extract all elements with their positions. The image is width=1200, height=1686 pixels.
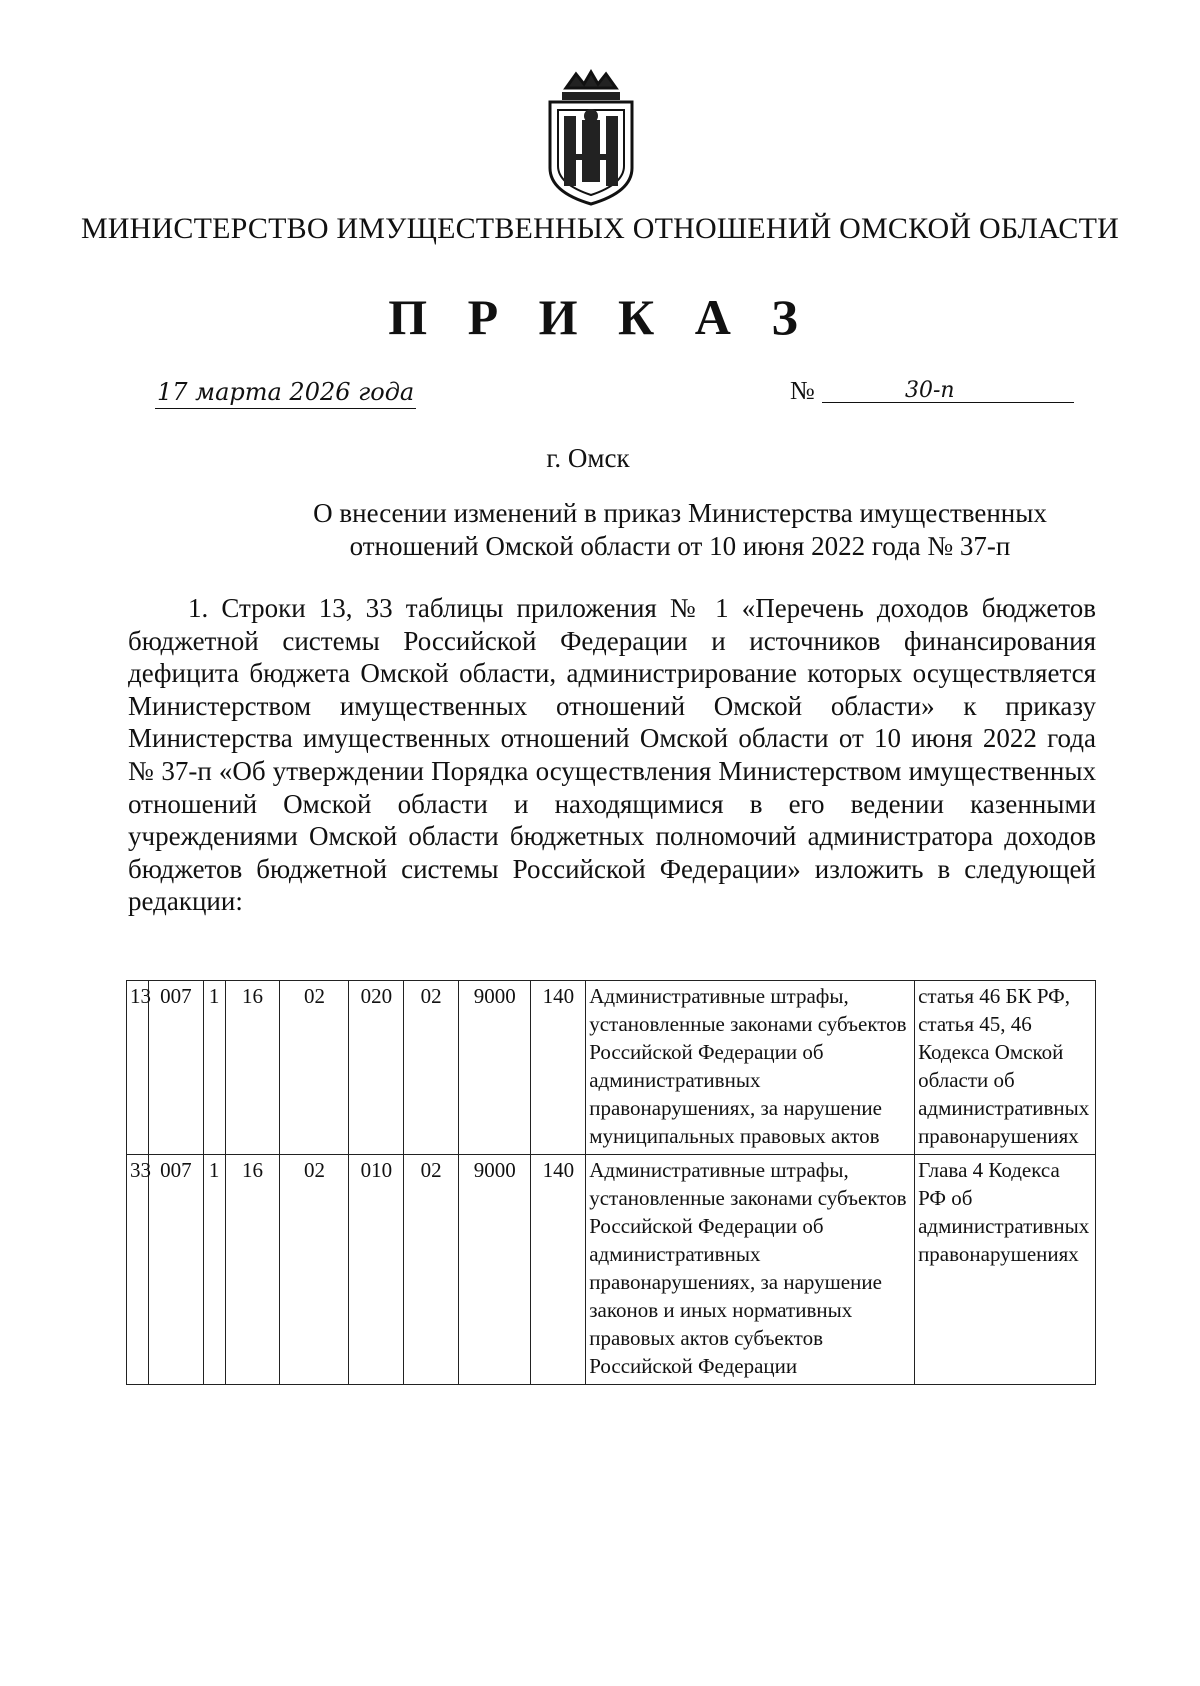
- cell-row-number: 33: [127, 1155, 149, 1385]
- handwritten-date: 17 марта 2026 года: [155, 378, 416, 409]
- cell-code: 9000: [459, 1155, 531, 1385]
- amendment-table: [126, 980, 1096, 1385]
- cell-income-name: Административные штрафы, установленные законами субъектов Российской Федерации об административных правонарушениях, за нарушение муниципальных правовых актов: [586, 981, 915, 1155]
- cell-code: 16: [225, 1155, 280, 1385]
- cell-code: 140: [531, 981, 586, 1155]
- cell-code: 9000: [459, 981, 531, 1155]
- cell-code: 1: [203, 1155, 225, 1385]
- table-row: [127, 1155, 1096, 1385]
- subject-line-1: О внесении изменений в приказ Министерства имущественных: [313, 498, 1047, 528]
- cell-legal-basis: Глава 4 Кодекса РФ об административных правонарушениях: [915, 1155, 1096, 1385]
- cell-code: 140: [531, 1155, 586, 1385]
- coat-of-arms-emblem-icon: [536, 68, 646, 208]
- cell-code: 1: [203, 981, 225, 1155]
- ministry-title: МИНИСТЕРСТВО ИМУЩЕСТВЕННЫХ ОТНОШЕНИЙ ОМСКОЙ ОБЛАСТИ: [80, 212, 1120, 245]
- cell-code: 02: [404, 981, 459, 1155]
- cell-code: 02: [280, 1155, 349, 1385]
- cell-admin-code: 007: [148, 1155, 203, 1385]
- order-subject: [230, 497, 1130, 563]
- cell-code: 16: [225, 981, 280, 1155]
- document-type-title: П Р И К А З: [388, 289, 812, 345]
- cell-code: 020: [349, 981, 404, 1155]
- cell-legal-basis: статья 46 БК РФ, статья 45, 46 Кодекса Омской области об административных правонарушениях: [915, 981, 1096, 1155]
- handwritten-number: 30-п: [905, 378, 955, 403]
- subject-line-2: отношений Омской области от 10 июня 2022 года № 37-п: [349, 531, 1011, 561]
- cell-code: 010: [349, 1155, 404, 1385]
- number-label: №: [790, 376, 815, 405]
- cell-code: 02: [404, 1155, 459, 1385]
- cell-income-name: Административные штрафы, установленные законами субъектов Российской Федерации об административных правонарушениях, за нарушение законов и иных нормативных правовых актов субъектов Российской Федерации: [586, 1155, 915, 1385]
- cell-row-number: 13: [127, 981, 149, 1155]
- cell-code: 02: [280, 981, 349, 1155]
- body-paragraph-1: 1. Строки 13, 33 таблицы приложения № 1 «Перечень доходов бюджетов бюджетной системы Российской Федерации и источников финансирования дефицита бюджета Омской области, администрирование которых осуществляется Министерством имущественных отношений Омской области» к приказу Министерства имущественных отношений Омской области от 10 июня 2022 года № 37-п «Об утверждении Порядка осуществления Министерством имущественных отношений Омской области и находящимися в его ведении казенными учреждениями Омской области бюджетных полномочий администратора доходов бюджетов бюджетной системы Российской Федерации» изложить в следующей редакции:: [128, 593, 1096, 917]
- city: г. Омск: [546, 443, 630, 473]
- cell-admin-code: 007: [148, 981, 203, 1155]
- table-row: [127, 981, 1096, 1155]
